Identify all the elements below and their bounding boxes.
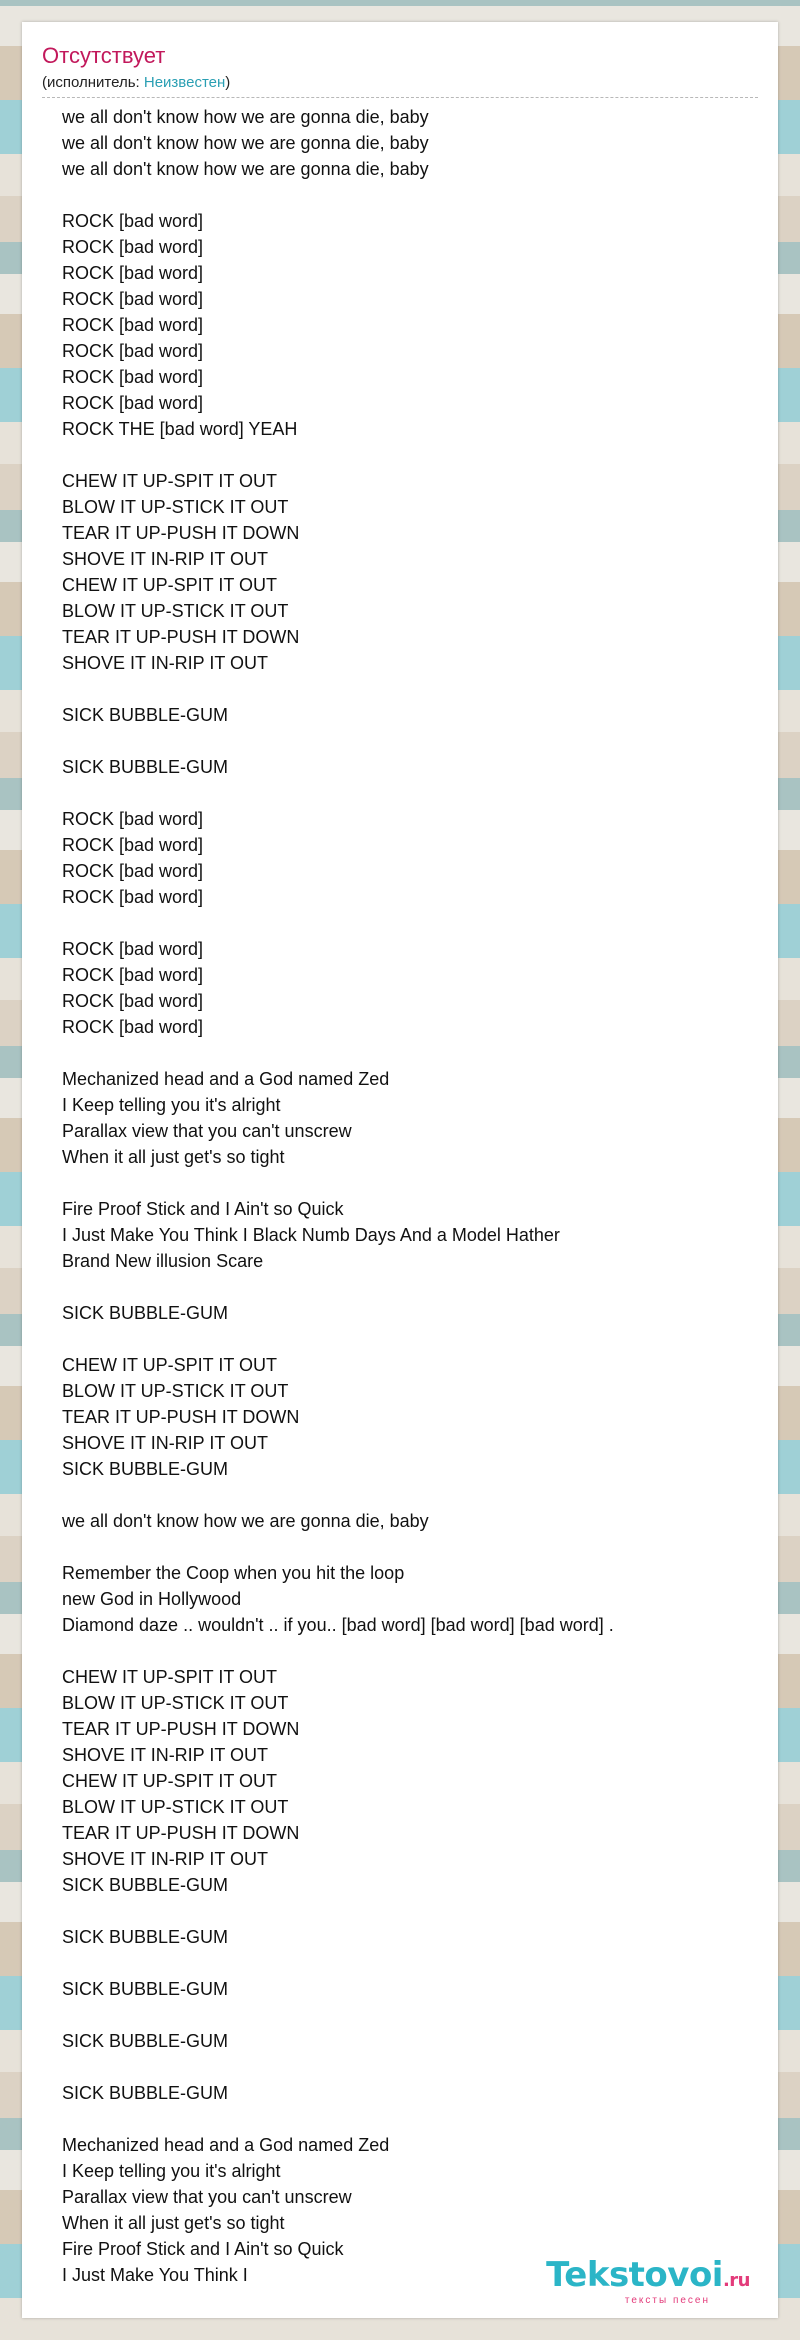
lyric-line: When it all just get's so tight bbox=[62, 2213, 285, 2233]
lyric-line: ROCK [bad word] bbox=[62, 367, 204, 387]
lyric-line: SICK BUBBLE-GUM bbox=[62, 1303, 229, 1323]
lyric-line: we all don't know how we are gonna die, baby bbox=[62, 159, 429, 179]
lyric-line: SICK BUBBLE-GUM bbox=[62, 705, 229, 725]
title-divider bbox=[42, 97, 758, 98]
stanza-break bbox=[62, 2054, 758, 2080]
stanza-break bbox=[62, 1170, 758, 1196]
stanza-break bbox=[62, 1482, 758, 1508]
artist-line bbox=[42, 73, 758, 93]
lyric-line: CHEW IT UP-SPIT IT OUT bbox=[62, 1667, 278, 1687]
lyric-line: SICK BUBBLE-GUM bbox=[62, 2083, 229, 2103]
lyric-line: I Just Make You Think I bbox=[62, 2265, 248, 2285]
lyric-line: ROCK [bad word] bbox=[62, 289, 204, 309]
logo-main-text: Tekstovoi bbox=[546, 2255, 723, 2295]
lyric-line: SHOVE IT IN-RIP IT OUT bbox=[62, 1433, 269, 1453]
lyric-line: ROCK [bad word] bbox=[62, 809, 204, 829]
lyric-line: I Keep telling you it's alright bbox=[62, 2161, 281, 2181]
stanza-break bbox=[62, 676, 758, 702]
lyric-line: ROCK [bad word] bbox=[62, 887, 204, 907]
lyric-line: CHEW IT UP-SPIT IT OUT bbox=[62, 471, 278, 491]
lyric-line: Fire Proof Stick and I Ain't so Quick bbox=[62, 1199, 344, 1219]
lyric-line: we all don't know how we are gonna die, baby bbox=[62, 133, 429, 153]
lyric-line: ROCK [bad word] bbox=[62, 1017, 204, 1037]
artist-link[interactable]: Неизвестен bbox=[143, 74, 226, 91]
lyric-line: SHOVE IT IN-RIP IT OUT bbox=[62, 549, 269, 569]
stanza-break bbox=[62, 780, 758, 806]
stanza-break bbox=[62, 1638, 758, 1664]
lyric-line: ROCK THE [bad word] YEAH bbox=[62, 419, 298, 439]
lyric-line: CHEW IT UP-SPIT IT OUT bbox=[62, 575, 278, 595]
logo-tld-text: .ru bbox=[722, 2270, 750, 2291]
stanza-break bbox=[62, 442, 758, 468]
lyric-line: ROCK [bad word] bbox=[62, 835, 204, 855]
lyrics-card bbox=[22, 22, 778, 2318]
lyric-line: ROCK [bad word] bbox=[62, 939, 204, 959]
lyric-line: TEAR IT UP-PUSH IT DOWN bbox=[62, 627, 300, 647]
lyric-line: BLOW IT UP-STICK IT OUT bbox=[62, 601, 289, 621]
lyric-line: ROCK [bad word] bbox=[62, 393, 204, 413]
lyric-line: ROCK [bad word] bbox=[62, 861, 204, 881]
stanza-break bbox=[62, 1950, 758, 1976]
artist-suffix: ) bbox=[225, 74, 231, 91]
lyric-line: SICK BUBBLE-GUM bbox=[62, 1927, 229, 1947]
lyric-line: I Keep telling you it's alright bbox=[62, 1095, 281, 1115]
lyric-line: ROCK [bad word] bbox=[62, 341, 204, 361]
lyric-line: SHOVE IT IN-RIP IT OUT bbox=[62, 1745, 269, 1765]
site-logo[interactable] bbox=[546, 2257, 750, 2306]
stanza-break bbox=[62, 728, 758, 754]
stanza-break bbox=[62, 1274, 758, 1300]
lyric-line: Diamond daze .. wouldn't .. if you.. [bad word] [bad word] [bad word] . bbox=[62, 1615, 614, 1635]
lyric-line: SICK BUBBLE-GUM bbox=[62, 1459, 229, 1479]
lyric-line: TEAR IT UP-PUSH IT DOWN bbox=[62, 1407, 300, 1427]
lyric-line: I Just Make You Think I Black Numb Days And a Model Hather bbox=[62, 1225, 560, 1245]
lyric-line: BLOW IT UP-STICK IT OUT bbox=[62, 1797, 289, 1817]
lyric-line: Mechanized head and a God named Zed bbox=[62, 2135, 390, 2155]
lyric-line: Parallax view that you can't unscrew bbox=[62, 2187, 352, 2207]
lyric-line: Remember the Coop when you hit the loop bbox=[62, 1563, 405, 1583]
lyric-line: new God in Hollywood bbox=[62, 1589, 242, 1609]
lyric-line: CHEW IT UP-SPIT IT OUT bbox=[62, 1771, 278, 1791]
lyric-line: we all don't know how we are gonna die, baby bbox=[62, 1511, 429, 1531]
stanza-break bbox=[62, 1534, 758, 1560]
lyric-line: SICK BUBBLE-GUM bbox=[62, 757, 229, 777]
lyric-line: CHEW IT UP-SPIT IT OUT bbox=[62, 1355, 278, 1375]
lyric-line: ROCK [bad word] bbox=[62, 315, 204, 335]
lyric-line: SHOVE IT IN-RIP IT OUT bbox=[62, 1849, 269, 1869]
lyric-line: Parallax view that you can't unscrew bbox=[62, 1121, 352, 1141]
stanza-break bbox=[62, 2002, 758, 2028]
lyric-line: BLOW IT UP-STICK IT OUT bbox=[62, 497, 289, 517]
lyric-line: TEAR IT UP-PUSH IT DOWN bbox=[62, 1719, 300, 1739]
lyric-line: When it all just get's so tight bbox=[62, 1147, 285, 1167]
lyric-line: ROCK [bad word] bbox=[62, 965, 204, 985]
lyric-line: Mechanized head and a God named Zed bbox=[62, 1069, 390, 1089]
stanza-break bbox=[62, 2106, 758, 2132]
lyric-line: TEAR IT UP-PUSH IT DOWN bbox=[62, 523, 300, 543]
lyric-line: SICK BUBBLE-GUM bbox=[62, 1875, 229, 1895]
lyric-line: Fire Proof Stick and I Ain't so Quick bbox=[62, 2239, 344, 2259]
lyric-line: BLOW IT UP-STICK IT OUT bbox=[62, 1693, 289, 1713]
artist-prefix: (исполнитель: bbox=[42, 74, 144, 91]
song-title: Отсутствует bbox=[42, 43, 166, 68]
lyric-line: BLOW IT UP-STICK IT OUT bbox=[62, 1381, 289, 1401]
lyric-line: SHOVE IT IN-RIP IT OUT bbox=[62, 653, 269, 673]
stanza-break bbox=[62, 182, 758, 208]
stanza-break bbox=[62, 910, 758, 936]
lyric-line: TEAR IT UP-PUSH IT DOWN bbox=[62, 1823, 300, 1843]
logo-subtitle: тексты песен bbox=[624, 2295, 710, 2306]
lyric-line: SICK BUBBLE-GUM bbox=[62, 2031, 229, 2051]
lyric-line: SICK BUBBLE-GUM bbox=[62, 1979, 229, 1999]
lyric-line: Brand New illusion Scare bbox=[62, 1251, 264, 1271]
lyric-line: ROCK [bad word] bbox=[62, 237, 204, 257]
stanza-break bbox=[62, 1326, 758, 1352]
lyrics-text bbox=[42, 104, 758, 2288]
stanza-break bbox=[62, 1898, 758, 1924]
lyric-line: ROCK [bad word] bbox=[62, 263, 204, 283]
lyric-line: we all don't know how we are gonna die, baby bbox=[62, 107, 429, 127]
lyric-line: ROCK [bad word] bbox=[62, 991, 204, 1011]
stanza-break bbox=[62, 1040, 758, 1066]
lyric-line: ROCK [bad word] bbox=[62, 211, 204, 231]
